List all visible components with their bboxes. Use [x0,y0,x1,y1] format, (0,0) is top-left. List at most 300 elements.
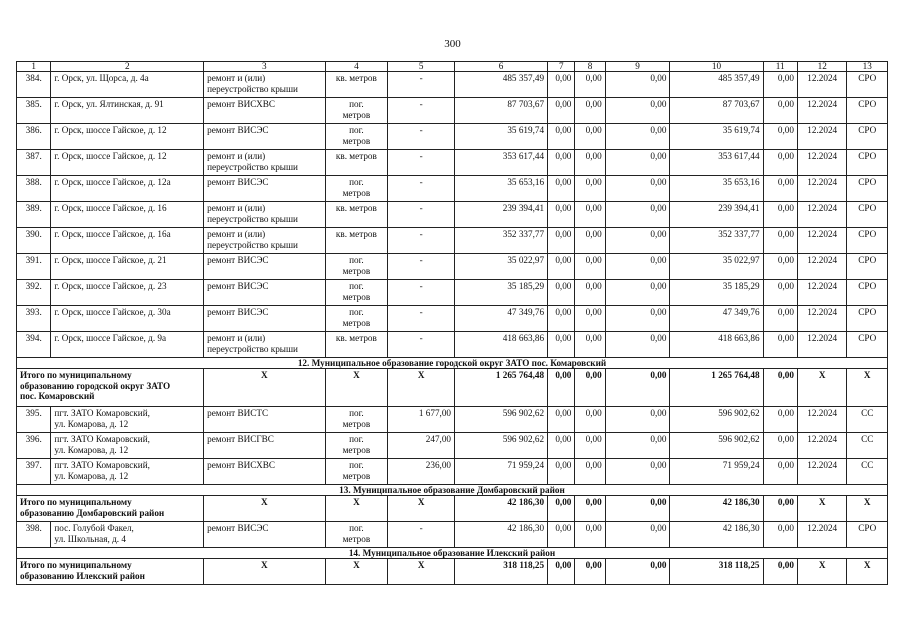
deadline-cell: 12.2024 [797,433,847,459]
cell-line: пог. [349,281,364,291]
work-type-cell [204,306,325,332]
funding-method-cell: СРО [847,72,888,98]
cell-line: пос. Комаровский [20,391,95,401]
cost-cell: 47 349,76 [455,306,548,332]
cell-line: ремонт ВИСЭС [207,125,269,135]
cost-owner-cell: 71 959,24 [670,459,763,485]
deadline-cell: 12.2024 [797,98,847,124]
cost-cell: 35 653,16 [455,176,548,202]
cell-line: г. Орск, шоссе Гайское, д. 12а [54,177,171,187]
cell-line: кв. метров [335,333,377,343]
col11-cell: 0,00 [763,522,797,548]
cell-line: пог. [349,177,364,187]
column-number-13: 13 [847,62,888,72]
col9-cell: 0,00 [605,228,670,254]
quantity-cell: - [388,150,455,176]
col11-cell: 0,00 [763,228,797,254]
cell-line: пог. [349,460,364,470]
col11-cell: 0,00 [763,176,797,202]
col7-cell: 0,00 [548,176,575,202]
cell-line: пог. [349,408,364,418]
work-type-cell [204,332,325,358]
address-cell [51,228,204,254]
funding-method-cell: СРО [847,332,888,358]
total-x: Х [204,559,325,585]
total-x: Х [204,496,325,522]
cost-owner-cell: 485 357,49 [670,72,763,98]
quantity-cell: - [388,306,455,332]
cell-line: пос. Голубой Факел, [54,523,134,533]
deadline-cell: 12.2024 [797,202,847,228]
col9-cell: 0,00 [605,433,670,459]
cell-line: ремонт и (или) [207,203,266,213]
total-col11: 0,00 [763,496,797,522]
address-cell [51,202,204,228]
cell-line: г. Орск, шоссе Гайское, д. 16 [54,203,167,213]
col11-cell: 0,00 [763,280,797,306]
col9-cell: 0,00 [605,254,670,280]
col9-cell: 0,00 [605,280,670,306]
cell-line: ремонт ВИСТС [207,408,269,418]
table-row [17,332,888,358]
cell-line: метров [342,444,371,455]
unit-cell [325,332,388,358]
deadline-cell: 12.2024 [797,280,847,306]
cell-line: переустройство крыши [207,83,298,94]
cost-owner-cell: 353 617,44 [670,150,763,176]
funding-method-cell: СРО [847,254,888,280]
address-cell [51,407,204,433]
cost-cell: 35 185,29 [455,280,548,306]
funding-method-cell: СРО [847,522,888,548]
section-row [17,548,888,559]
col11-cell: 0,00 [763,124,797,150]
row-number: 386. [17,124,51,150]
col7-cell: 0,00 [548,150,575,176]
column-number-9: 9 [605,62,670,72]
total-label [17,559,204,585]
row-number: 392. [17,280,51,306]
col8-cell: 0,00 [575,254,605,280]
table-row [17,124,888,150]
total-col7: 0,00 [548,559,575,585]
unit-cell [325,280,388,306]
cost-owner-cell: 352 337,77 [670,228,763,254]
cell-line: г. Орск, шоссе Гайское, д. 12 [54,125,167,135]
funding-method-cell: СРО [847,124,888,150]
cell-line: Итого по муниципальному [20,497,132,507]
total-x: Х [797,496,847,522]
address-cell [51,433,204,459]
quantity-cell: - [388,254,455,280]
col11-cell: 0,00 [763,150,797,176]
total-x: Х [797,369,847,407]
cell-line: переустройство крыши [207,213,298,224]
cell-line: ремонт ВИСЭС [207,523,269,533]
row-number: 397. [17,459,51,485]
total-col7: 0,00 [548,496,575,522]
quantity-cell: 247,00 [388,433,455,459]
deadline-cell: 12.2024 [797,228,847,254]
cell-line: пог. [349,255,364,265]
cell-line: г. Орск, шоссе Гайское, д. 30а [54,307,171,317]
cost-cell: 35 619,74 [455,124,548,150]
row-number: 394. [17,332,51,358]
col8-cell: 0,00 [575,280,605,306]
cell-line: метров [342,317,371,328]
col9-cell: 0,00 [605,522,670,548]
cell-line: пог. [349,125,364,135]
cell-line: ремонт ВИСЭС [207,177,269,187]
row-number: 393. [17,306,51,332]
row-number: 391. [17,254,51,280]
total-x: Х [847,559,888,585]
cell-line: метров [342,135,371,146]
row-number: 388. [17,176,51,202]
cell-line: пог. [349,523,364,533]
cell-line: ул. Комарова, д. 12 [54,444,129,455]
column-number-4: 4 [325,62,388,72]
total-col8: 0,00 [575,369,605,407]
col7-cell: 0,00 [548,459,575,485]
table-row [17,150,888,176]
work-type-cell [204,459,325,485]
col7-cell: 0,00 [548,433,575,459]
cost-owner-cell: 35 619,74 [670,124,763,150]
table-row [17,254,888,280]
row-number: 390. [17,228,51,254]
address-cell [51,306,204,332]
total-x: Х [847,496,888,522]
total-label [17,496,204,522]
total-x: Х [204,369,325,407]
cost-cell: 42 186,30 [455,522,548,548]
cell-line: метров [342,187,371,198]
cell-line: ремонт ВИСЭС [207,255,269,265]
address-cell [51,254,204,280]
cost-cell: 71 959,24 [455,459,548,485]
cell-line: метров [342,109,371,120]
total-x: Х [325,369,388,407]
cell-line: переустройство крыши [207,161,298,172]
col9-cell: 0,00 [605,150,670,176]
address-cell [51,522,204,548]
col8-cell: 0,00 [575,98,605,124]
cost-owner-cell: 418 663,86 [670,332,763,358]
deadline-cell: 12.2024 [797,150,847,176]
row-number: 398. [17,522,51,548]
unit-cell [325,98,388,124]
quantity-cell: 236,00 [388,459,455,485]
cost-cell: 35 022,97 [455,254,548,280]
unit-cell [325,228,388,254]
work-type-cell [204,407,325,433]
deadline-cell: 12.2024 [797,407,847,433]
col8-cell: 0,00 [575,433,605,459]
funding-method-cell: СРО [847,228,888,254]
quantity-cell: - [388,72,455,98]
total-row [17,559,888,585]
section-title: 14. Муниципальное образование Илекский район [17,548,888,559]
cell-line: образованию Домбаровский район [20,507,165,518]
col9-cell: 0,00 [605,202,670,228]
quantity-cell: - [388,98,455,124]
unit-cell [325,176,388,202]
col7-cell: 0,00 [548,228,575,254]
column-number-11: 11 [763,62,797,72]
table-row [17,98,888,124]
funding-method-cell: СС [847,459,888,485]
deadline-cell: 12.2024 [797,459,847,485]
col8-cell: 0,00 [575,228,605,254]
col8-cell: 0,00 [575,202,605,228]
total-cost: 42 186,30 [455,496,548,522]
col8-cell: 0,00 [575,150,605,176]
table-row [17,202,888,228]
work-type-cell [204,254,325,280]
cell-line: ул. Школьная, д. 4 [54,533,126,544]
col11-cell: 0,00 [763,254,797,280]
total-x: Х [388,559,455,585]
cell-line: г. Орск, шоссе Гайское, д. 16а [54,229,171,239]
total-row [17,369,888,407]
total-cost-owner: 1 265 764,48 [670,369,763,407]
cell-line: переустройство крыши [207,239,298,250]
cost-cell: 353 617,44 [455,150,548,176]
unit-cell [325,459,388,485]
cost-owner-cell: 596 902,62 [670,407,763,433]
cell-line: ремонт и (или) [207,73,266,83]
table-row [17,522,888,548]
cost-cell: 596 902,62 [455,433,548,459]
col8-cell: 0,00 [575,522,605,548]
unit-cell [325,124,388,150]
total-col9: 0,00 [605,369,670,407]
col7-cell: 0,00 [548,98,575,124]
total-x: Х [847,369,888,407]
work-type-cell [204,433,325,459]
quantity-cell: - [388,228,455,254]
deadline-cell: 12.2024 [797,522,847,548]
cell-line: ремонт ВИСГВС [207,434,274,444]
unit-cell [325,72,388,98]
cell-line: метров [342,291,371,302]
col7-cell: 0,00 [548,306,575,332]
row-number: 395. [17,407,51,433]
cell-line: ул. Комарова, д. 12 [54,418,129,429]
col8-cell: 0,00 [575,124,605,150]
work-type-cell [204,228,325,254]
col7-cell: 0,00 [548,72,575,98]
cell-line: пгт. ЗАТО Комаровский, [54,408,150,418]
col11-cell: 0,00 [763,306,797,332]
col11-cell: 0,00 [763,202,797,228]
deadline-cell: 12.2024 [797,124,847,150]
col7-cell: 0,00 [548,522,575,548]
cell-line: пог. [349,434,364,444]
col8-cell: 0,00 [575,176,605,202]
address-cell [51,332,204,358]
unit-cell [325,254,388,280]
col9-cell: 0,00 [605,407,670,433]
total-x: Х [325,496,388,522]
table-row [17,72,888,98]
funding-method-cell: СС [847,407,888,433]
row-number: 389. [17,202,51,228]
cell-line: г. Орск, шоссе Гайское, д. 23 [54,281,167,291]
cell-line: ул. Комарова, д. 12 [54,470,129,481]
cell-line: метров [342,470,371,481]
cell-line: метров [342,265,371,276]
cost-owner-cell: 239 394,41 [670,202,763,228]
cell-line: ремонт ВИСХВС [207,460,275,470]
column-number-2: 2 [51,62,204,72]
table-header-row [17,62,888,72]
cost-cell: 239 394,41 [455,202,548,228]
deadline-cell: 12.2024 [797,72,847,98]
work-type-cell [204,202,325,228]
cell-line: Итого по муниципальному [20,370,132,380]
col11-cell: 0,00 [763,407,797,433]
col8-cell: 0,00 [575,72,605,98]
cell-line: переустройство крыши [207,343,298,354]
cell-line: пог. [349,99,364,109]
address-cell [51,176,204,202]
cost-owner-cell: 35 185,29 [670,280,763,306]
col8-cell: 0,00 [575,306,605,332]
cell-line: ремонт и (или) [207,333,266,343]
col11-cell: 0,00 [763,459,797,485]
cell-line: ремонт ВИСЭС [207,307,269,317]
column-number-3: 3 [204,62,325,72]
unit-cell [325,150,388,176]
cell-line: образованию городской округ ЗАТО [20,380,171,391]
col8-cell: 0,00 [575,332,605,358]
col7-cell: 0,00 [548,332,575,358]
cost-owner-cell: 47 349,76 [670,306,763,332]
quantity-cell: - [388,124,455,150]
row-number: 384. [17,72,51,98]
section-title: 13. Муниципальное образование Домбаровский район [17,485,888,496]
cost-cell: 418 663,86 [455,332,548,358]
col7-cell: 0,00 [548,202,575,228]
table-row [17,459,888,485]
work-type-cell [204,176,325,202]
cost-cell: 596 902,62 [455,407,548,433]
row-number: 387. [17,150,51,176]
col11-cell: 0,00 [763,72,797,98]
section-row [17,485,888,496]
col11-cell: 0,00 [763,332,797,358]
cell-line: метров [342,418,371,429]
cell-line: ремонт ВИСХВС [207,99,275,109]
cell-line: г. Орск, шоссе Гайское, д. 21 [54,255,167,265]
total-x: Х [388,496,455,522]
quantity-cell: 1 677,00 [388,407,455,433]
col9-cell: 0,00 [605,332,670,358]
row-number: 385. [17,98,51,124]
work-type-cell [204,72,325,98]
address-cell [51,459,204,485]
funding-method-cell: СРО [847,176,888,202]
quantity-cell: - [388,202,455,228]
cell-line: г. Орск, шоссе Гайское, д. 9а [54,333,167,343]
cell-line: г. Орск, шоссе Гайское, д. 12 [54,151,167,161]
total-col9: 0,00 [605,496,670,522]
cell-line: г. Орск, ул. Ялтинская, д. 91 [54,99,164,109]
deadline-cell: 12.2024 [797,176,847,202]
total-col8: 0,00 [575,496,605,522]
total-col8: 0,00 [575,559,605,585]
total-cost-owner: 318 118,25 [670,559,763,585]
work-type-cell [204,522,325,548]
cost-owner-cell: 35 022,97 [670,254,763,280]
cost-owner-cell: 35 653,16 [670,176,763,202]
column-number-6: 6 [455,62,548,72]
col9-cell: 0,00 [605,459,670,485]
cell-line: пог. [349,307,364,317]
table-row [17,407,888,433]
col8-cell: 0,00 [575,407,605,433]
table-row [17,280,888,306]
unit-cell [325,306,388,332]
cell-line: метров [342,533,371,544]
work-type-cell [204,150,325,176]
table-row [17,306,888,332]
cell-line: пгт. ЗАТО Комаровский, [54,460,150,470]
funding-method-cell: СРО [847,202,888,228]
address-cell [51,150,204,176]
col9-cell: 0,00 [605,176,670,202]
cost-owner-cell: 87 703,67 [670,98,763,124]
cell-line: образованию Илекский район [20,570,145,581]
column-number-1: 1 [17,62,51,72]
total-cost: 318 118,25 [455,559,548,585]
total-cost: 1 265 764,48 [455,369,548,407]
cell-line: кв. метров [335,203,377,213]
address-cell [51,72,204,98]
cost-owner-cell: 596 902,62 [670,433,763,459]
cell-line: г. Орск, ул. Щорса, д. 4а [54,73,149,83]
work-type-cell [204,98,325,124]
funding-method-cell: СРО [847,150,888,176]
col7-cell: 0,00 [548,280,575,306]
col9-cell: 0,00 [605,72,670,98]
quantity-cell: - [388,176,455,202]
total-x: Х [325,559,388,585]
funding-method-cell: СРО [847,98,888,124]
unit-cell [325,522,388,548]
quantity-cell: - [388,332,455,358]
unit-cell [325,433,388,459]
cell-line: кв. метров [335,151,377,161]
total-col11: 0,00 [763,559,797,585]
cost-cell: 87 703,67 [455,98,548,124]
table-row [17,228,888,254]
cell-line: ремонт ВИСЭС [207,281,269,291]
quantity-cell: - [388,522,455,548]
cell-line: пгт. ЗАТО Комаровский, [54,434,150,444]
unit-cell [325,407,388,433]
section-row [17,358,888,369]
column-number-8: 8 [575,62,605,72]
col7-cell: 0,00 [548,254,575,280]
funding-method-cell: СРО [847,280,888,306]
cell-line: Итого по муниципальному [20,560,132,570]
col7-cell: 0,00 [548,407,575,433]
col9-cell: 0,00 [605,98,670,124]
column-number-10: 10 [670,62,763,72]
